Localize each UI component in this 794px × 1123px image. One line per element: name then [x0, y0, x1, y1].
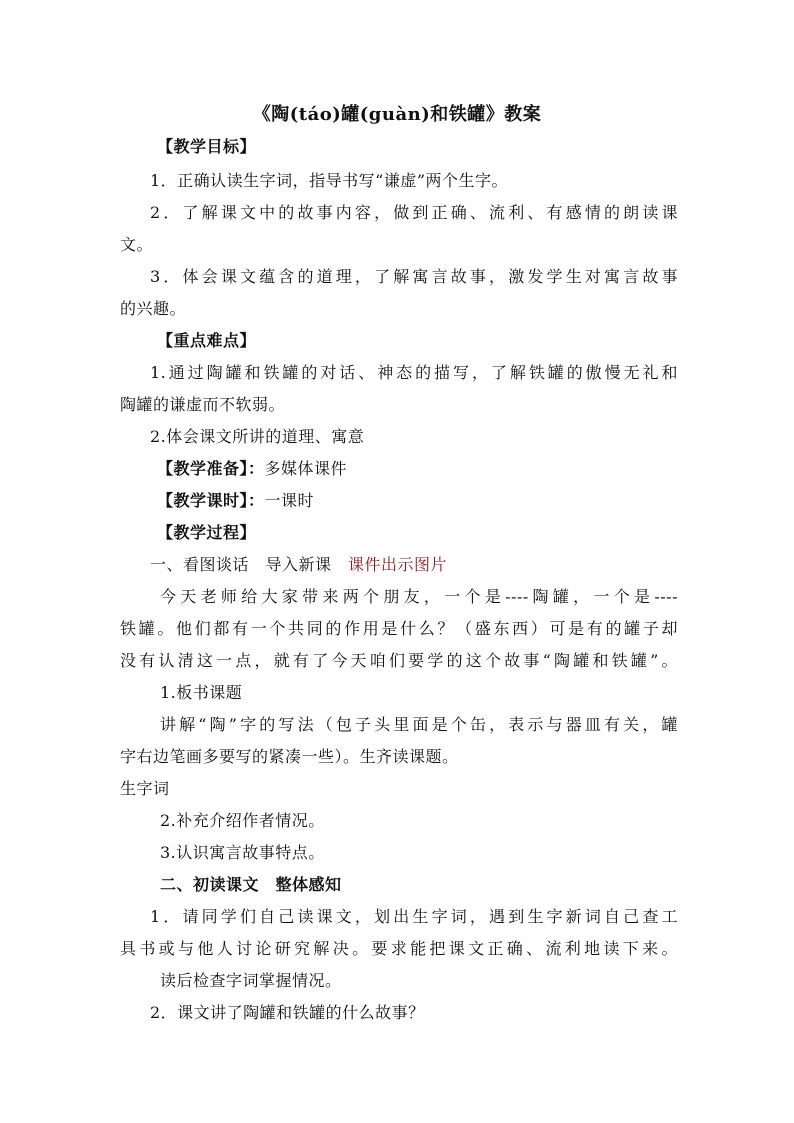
- step2-line-4: 2．课文讲了陶罐和铁罐的什么故事？: [150, 1003, 425, 1022]
- step2-title: 二、初读课文 整体感知: [160, 875, 342, 894]
- step1-line-4: 1.板书课题: [160, 683, 243, 702]
- preparation-label: 【教学准备】：: [157, 459, 265, 478]
- document-title: 《陶(táo)罐(guàn)和铁罐》教案: [252, 104, 542, 125]
- step2-line-3: 读后检查字词掌握情况。: [160, 971, 342, 990]
- key-point-line-3: 2.体会课文所讲的道理、寓意: [150, 427, 365, 446]
- preparation-row: [157, 458, 347, 480]
- step2-line-1: 1．请同学们自己读课文，划出生字词，遇到生字新词自己查工: [150, 907, 678, 926]
- step1-line-7: 生字词: [120, 779, 170, 798]
- key-points-heading: 【重点难点】: [157, 331, 257, 350]
- period-value: 一课时: [264, 491, 315, 510]
- step1-title-row: [150, 554, 447, 576]
- key-point-line-2: 陶罐的谦虚而不软弱。: [120, 395, 286, 414]
- step1-line-3: 没有认清这一点，就有了今天咱们要学的这个故事“陶罐和铁罐”。: [120, 651, 678, 670]
- objective-line-1: 1．正确认读生字词，指导书写“谦虚”两个生字。: [150, 171, 509, 190]
- step1-line-1: 今天老师给大家带来两个朋友，一个是----陶罐，一个是----: [160, 587, 678, 606]
- step1-note: 课件出示图片: [348, 555, 448, 574]
- objective-line-3: 文。: [120, 235, 154, 254]
- objective-line-5: 的兴趣。: [120, 299, 187, 318]
- objectives-heading: 【教学目标】: [157, 137, 257, 156]
- step1-line-6: 字右边笔画多要写的紧凑一些）。生齐读课题。: [120, 747, 459, 766]
- process-heading: 【教学过程】: [157, 523, 257, 542]
- period-label: 【教学课时】：: [157, 491, 265, 510]
- step2-line-2: 具书或与他人讨论研究解决。要求能把课文正确、流利地读下来。: [120, 939, 678, 958]
- step1-line-2: 铁罐。他们都有一个共同的作用是什么？（盛东西）可是有的罐子却: [120, 619, 678, 638]
- preparation-value: 多媒体课件: [264, 459, 348, 478]
- objective-line-2: 2．了解课文中的故事内容，做到正确、流利、有感情的朗读课: [150, 203, 678, 222]
- key-point-line-1: 1.通过陶罐和铁罐的对话、神态的描写，了解铁罐的傲慢无礼和: [150, 363, 678, 382]
- step1-line-9: 3.认识寓言故事特点。: [160, 843, 325, 862]
- step1-line-5: 讲解“陶”字的写法（包子头里面是个缶，表示与器皿有关，罐: [160, 715, 678, 734]
- step1-title: 一、看图谈话 导入新课: [150, 555, 349, 574]
- objective-line-4: 3．体会课文蕴含的道理，了解寓言故事，激发学生对寓言故事: [150, 267, 678, 286]
- step1-line-8: 2.补充介绍作者情况。: [160, 811, 325, 830]
- period-row: [157, 490, 314, 512]
